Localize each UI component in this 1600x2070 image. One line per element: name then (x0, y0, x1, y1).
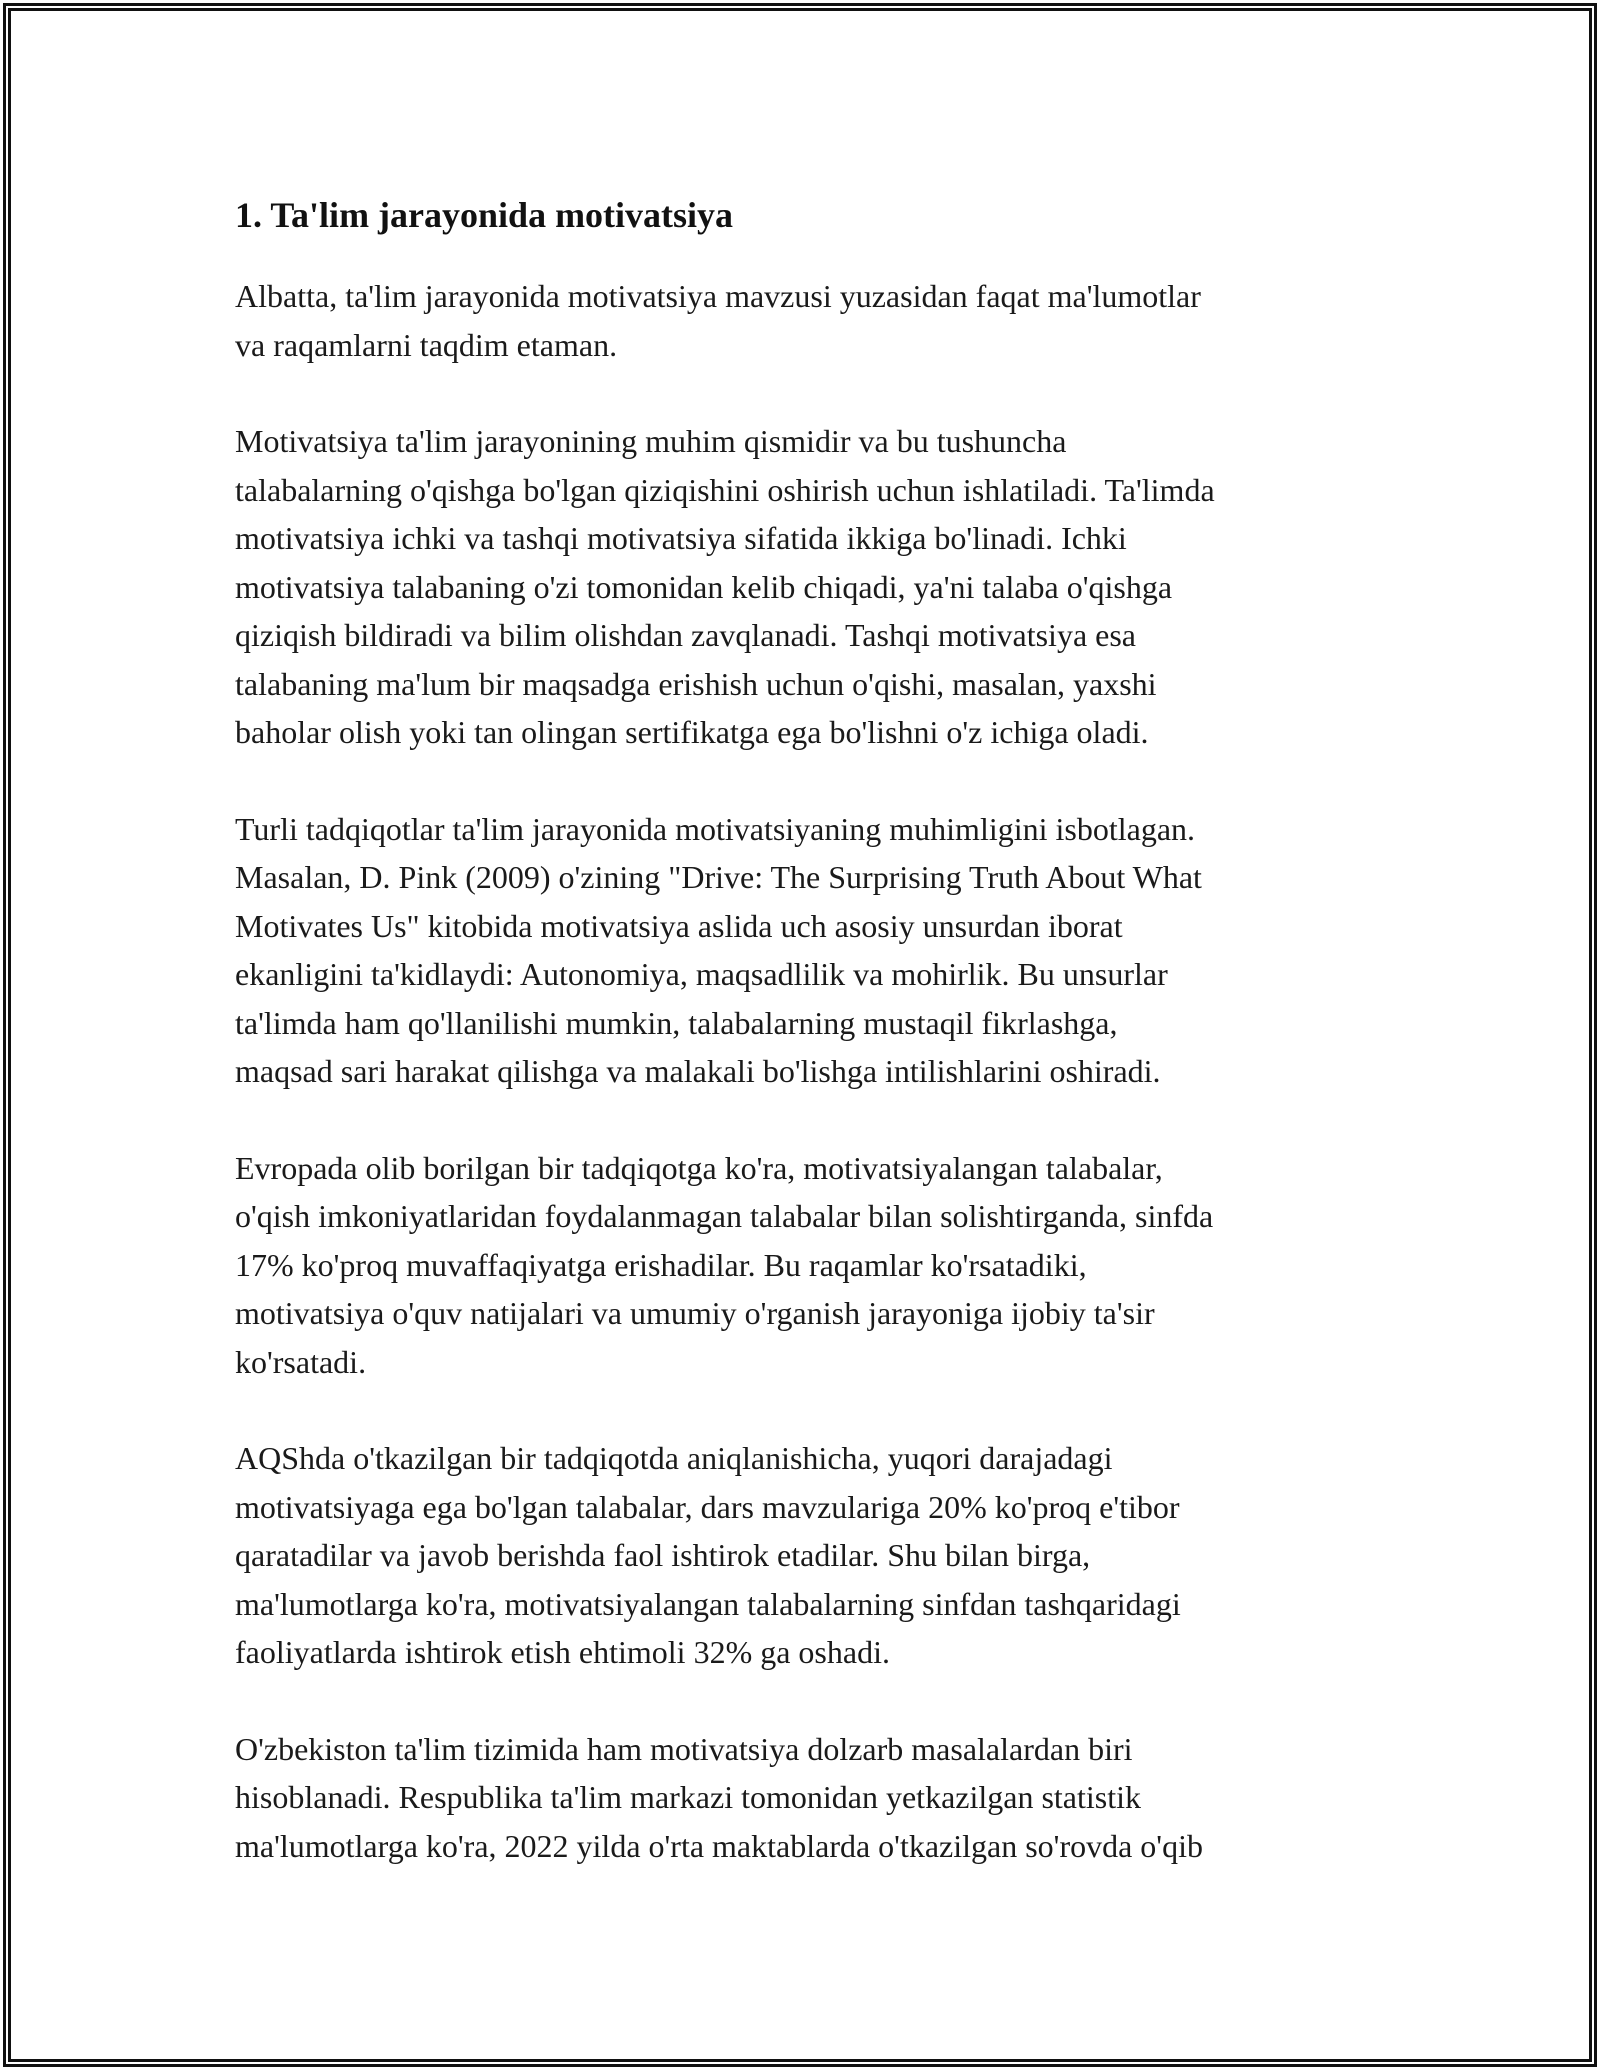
paragraph-line: hisoblanadi. Respublika ta'lim markazi tomonidan yetkazilgan statistik (235, 1779, 1142, 1815)
paragraph (235, 272, 1385, 369)
paragraph-line: Albatta, ta'lim jarayonida motivatsiya mavzusi yuzasidan faqat ma'lumotlar (235, 278, 1201, 314)
paragraph-line: motivatsiya ichki va tashqi motivatsiya sifatida ikkiga bo'linadi. Ichki (235, 520, 1127, 556)
paragraph-line: qiziqish bildiradi va bilim olishdan zavqlanadi. Tashqi motivatsiya esa (235, 617, 1136, 653)
paragraph-line: motivatsiya o'quv natijalari va umumiy o'rganish jarayoniga ijobiy ta'sir (235, 1295, 1155, 1331)
paragraph-line: ta'limda ham qo'llanilishi mumkin, talabalarning mustaqil fikrlashga, (235, 1004, 1118, 1041)
paragraph (235, 1725, 1385, 1871)
paragraph-line: 17% ko'proq muvaffaqiyatga erishadilar. Bu raqamlar ko'rsatadiki, (235, 1246, 1087, 1283)
paragraph-line: baholar olish yoki tan olingan sertifikatga ega bo'lishni o'z ichiga oladi. (235, 714, 1149, 750)
section-title: 1. Ta'lim jarayonida motivatsiya (235, 195, 734, 235)
paragraph-line: Masalan, D. Pink (2009) o'zining "Drive: The Surprising Truth About What (235, 859, 1202, 895)
paragraph-line: ma'lumotlarga ko'ra, motivatsiyalangan talabalarning sinfdan tashqaridagi (235, 1585, 1181, 1622)
paragraph-line: talabalarning o'qishga bo'lgan qiziqishini oshirish uchun ishlatiladi. Ta'limda (235, 471, 1215, 508)
document-body (235, 190, 1385, 1918)
paragraph (235, 1434, 1385, 1677)
paragraph-line: Turli tadqiqotlar ta'lim jarayonida motivatsiyaning muhimligini isbotlagan. (235, 810, 1196, 847)
paragraph-line: faoliyatlarda ishtirok etish ehtimoli 32% ga oshadi. (235, 1634, 890, 1670)
paragraph-line: ma'lumotlarga ko'ra, 2022 yilda o'rta maktablarda o'tkazilgan so'rovda o'qib (235, 1827, 1203, 1864)
paragraph-line: Motivatsiya ta'lim jarayonining muhim qismidir va bu tushuncha (235, 423, 1067, 459)
paragraph-line: maqsad sari harakat qilishga va malakali bo'lishga intilishlarini oshiradi. (235, 1053, 1161, 1089)
paragraph-line: ekanligini ta'kidlaydi: Autonomiya, maqsadlilik va mohirlik. Bu unsurlar (235, 956, 1168, 992)
paragraph-line: qaratadilar va javob berishda faol ishtirok etadilar. Shu bilan birga, (235, 1537, 1091, 1573)
paragraph-list (235, 272, 1385, 1870)
paragraph-line: talabaning ma'lum bir maqsadga erishish uchun o'qishi, masalan, yaxshi (235, 665, 1157, 702)
paragraph-line: motivatsiyaga ega bo'lgan talabalar, dars mavzulariga 20% ko'proq e'tibor (235, 1488, 1180, 1525)
paragraph-line: O'zbekiston ta'lim tizimida ham motivatsiya dolzarb masalalardan biri (235, 1730, 1133, 1767)
paragraph-line: motivatsiya talabaning o'zi tomonidan kelib chiqadi, ya'ni talaba o'qishga (235, 568, 1173, 605)
paragraph (235, 1144, 1385, 1387)
paragraph-line: va raqamlarni taqdim etaman. (235, 326, 618, 363)
paragraph-line: Evropada olib borilgan bir tadqiqotga ko'ra, motivatsiyalangan talabalar, (235, 1149, 1163, 1186)
paragraph-line: o'qish imkoniyatlaridan foydalanmagan talabalar bilan solishtirganda, sinfda (235, 1198, 1214, 1234)
paragraph-line: AQShda o'tkazilgan bir tadqiqotda aniqlanishicha, yuqori darajadagi (235, 1440, 1113, 1476)
paragraph-line: Motivates Us" kitobida motivatsiya aslida uch asosiy unsurdan iborat (235, 907, 1123, 944)
paragraph (235, 805, 1385, 1096)
paragraph-line: ko'rsatadi. (235, 1343, 367, 1380)
paragraph (235, 417, 1385, 757)
